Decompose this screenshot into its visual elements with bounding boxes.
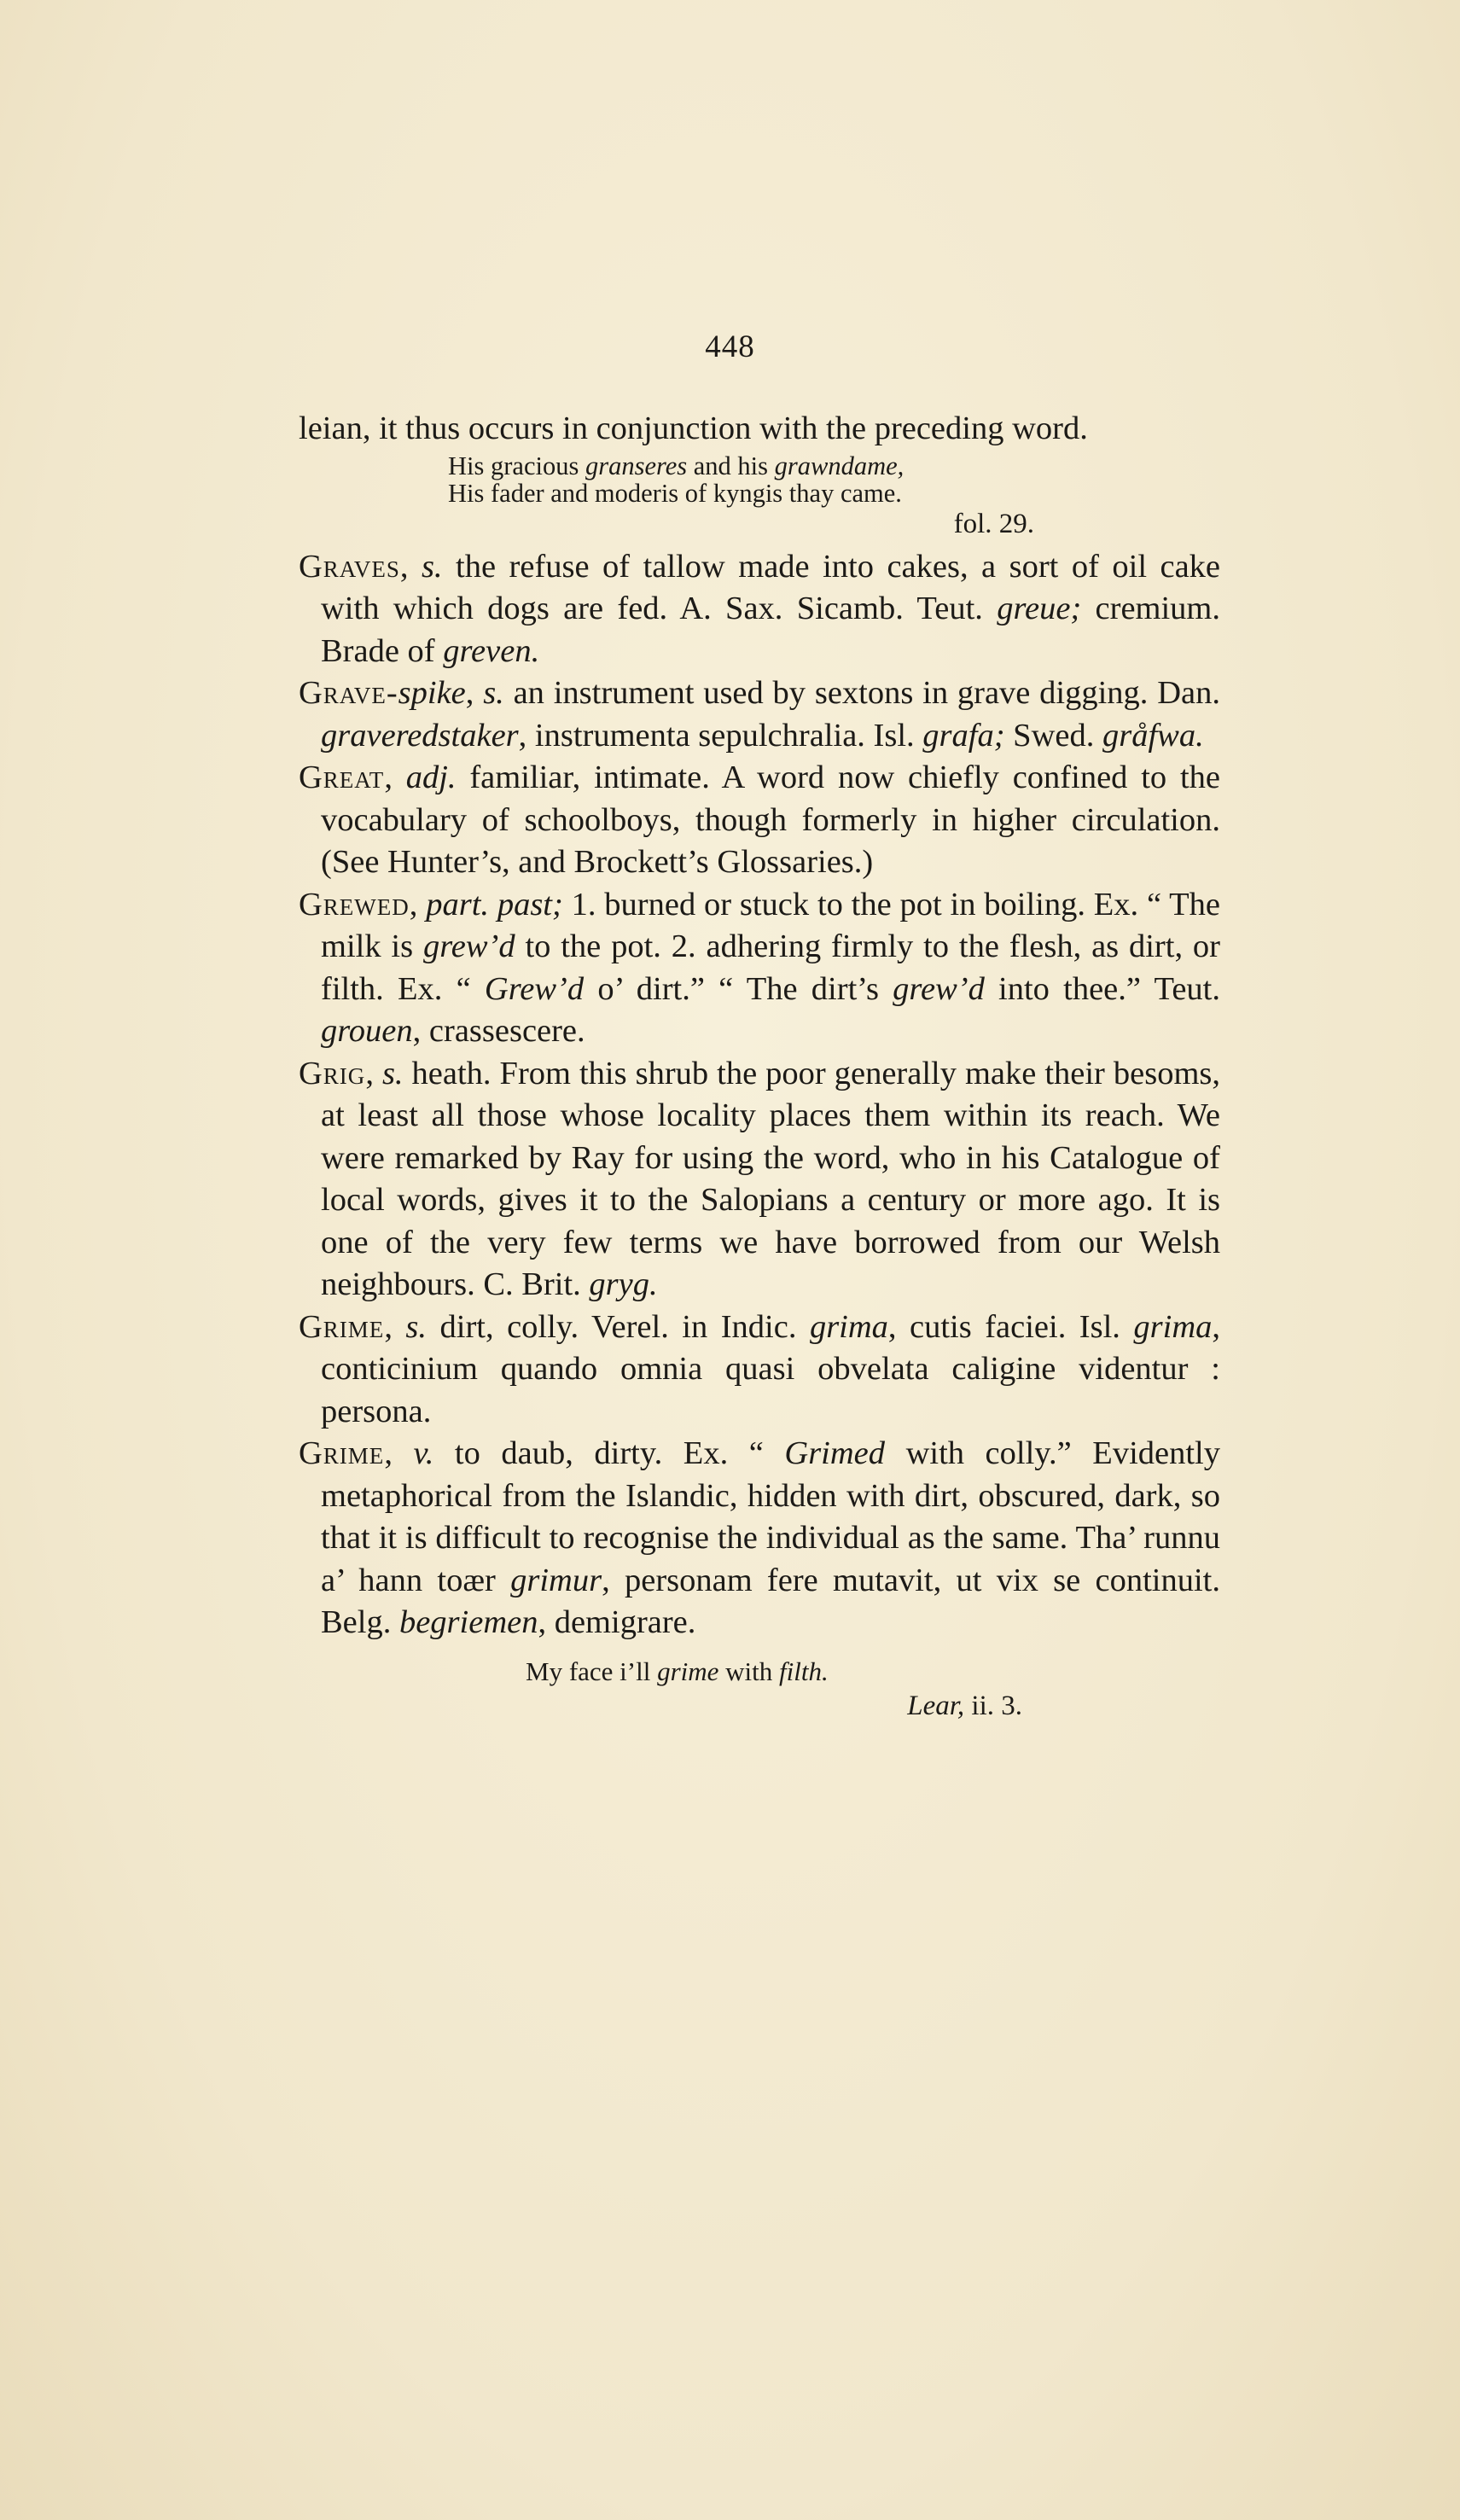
page-body	[299, 408, 1220, 1723]
entry-headword: Graves	[299, 548, 400, 585]
part-of-speech: part. past;	[426, 886, 563, 922]
verse-quotation	[299, 452, 1220, 541]
page-number: 448	[705, 329, 755, 364]
entry-grewed: Grewed, part. past; 1. burned or stuck to the pot in boiling. Ex. “ The milk is grew’d to the pot. 2. adhering firmly to the flesh, as dirt, or filth. Ex. “ Grew’d o’ dirt.” “ The dirt’s grew’d into thee.” Teut. grouen, crassescere.	[299, 886, 1221, 1049]
part-of-speech: s.	[421, 548, 443, 585]
entry-headword: Grime	[299, 1435, 385, 1471]
quotation-reference: Lear, ii. 3.	[907, 1690, 1022, 1721]
entry-headword: Grewed	[299, 886, 410, 922]
verse-line-2: His fader and moderis of kyngis thay came.	[448, 478, 902, 508]
entry-headword: Great	[299, 759, 385, 795]
entry-grave-spike: Grave-spike, s. an instrument used by sextons in grave digging. Dan. graveredstaker, instrumenta sepulchralia. Isl. grafa; Swed. gråfwa.	[299, 675, 1220, 754]
entry-great: Great, adj. familiar, intimate. A word now chiefly confined to the vocabulary of schoolboys, though formerly in higher circulation. (See Hunter’s, and Brockett’s Glossaries.)	[299, 759, 1220, 880]
part-of-speech: adj.	[405, 759, 457, 795]
entry-grime-noun: Grime, s. dirt, colly. Verel. in Indic. grima, cutis faciei. Isl. grima, conticinium quando omnia quasi obvelata caligine videntur : persona.	[299, 1308, 1221, 1429]
lear-quotation	[299, 1655, 1220, 1723]
part-of-speech: v.	[413, 1435, 434, 1471]
entry-headword: Grig	[299, 1055, 366, 1091]
part-of-speech: s.	[405, 1308, 428, 1345]
part-of-speech: s.	[381, 1055, 404, 1091]
intro-paragraph: leian, it thus occurs in conjunction with the preceding word.	[299, 410, 1088, 446]
entry-grime-verb: Grime, v. to daub, dirty. Ex. “ Grimed with colly.” Evidently metaphorical from the Islandic, hidden with dirt, obscured, dark, so that it is difficult to recognise the individual as the same. Tha’ runnu a’ hann toær grimur, personam fere mutavit, ut vix se continuit. Belg. begriemen, demigrare.	[299, 1435, 1221, 1640]
entry-graves: Graves, s. the refuse of tallow made into cakes, a sort of oil cake with which dogs are fed. A. Sax. Sicamb. Teut. greue; cremium. Brade of greven.	[299, 548, 1220, 669]
entry-headword: Grime	[299, 1308, 385, 1345]
verse-line-1: His gracious granseres and his grawndame,	[448, 451, 905, 480]
entry-grig: Grig, s. heath. From this shrub the poor generally make their besoms, at least all those whose locality places them within its reach. We were remarked by Ray for using the word, who in his Catalogue of local words, gives it to the Salopians a century or more ago. It is one of the very few terms we have borrowed from our Welsh neighbours. C. Brit. gryg.	[299, 1055, 1220, 1302]
entry-headword: Grave-	[299, 675, 398, 711]
quotation-line: My face i’ll grime with filth.	[526, 1656, 829, 1686]
verse-reference: fol. 29.	[953, 508, 1034, 539]
part-of-speech: s.	[483, 675, 504, 711]
